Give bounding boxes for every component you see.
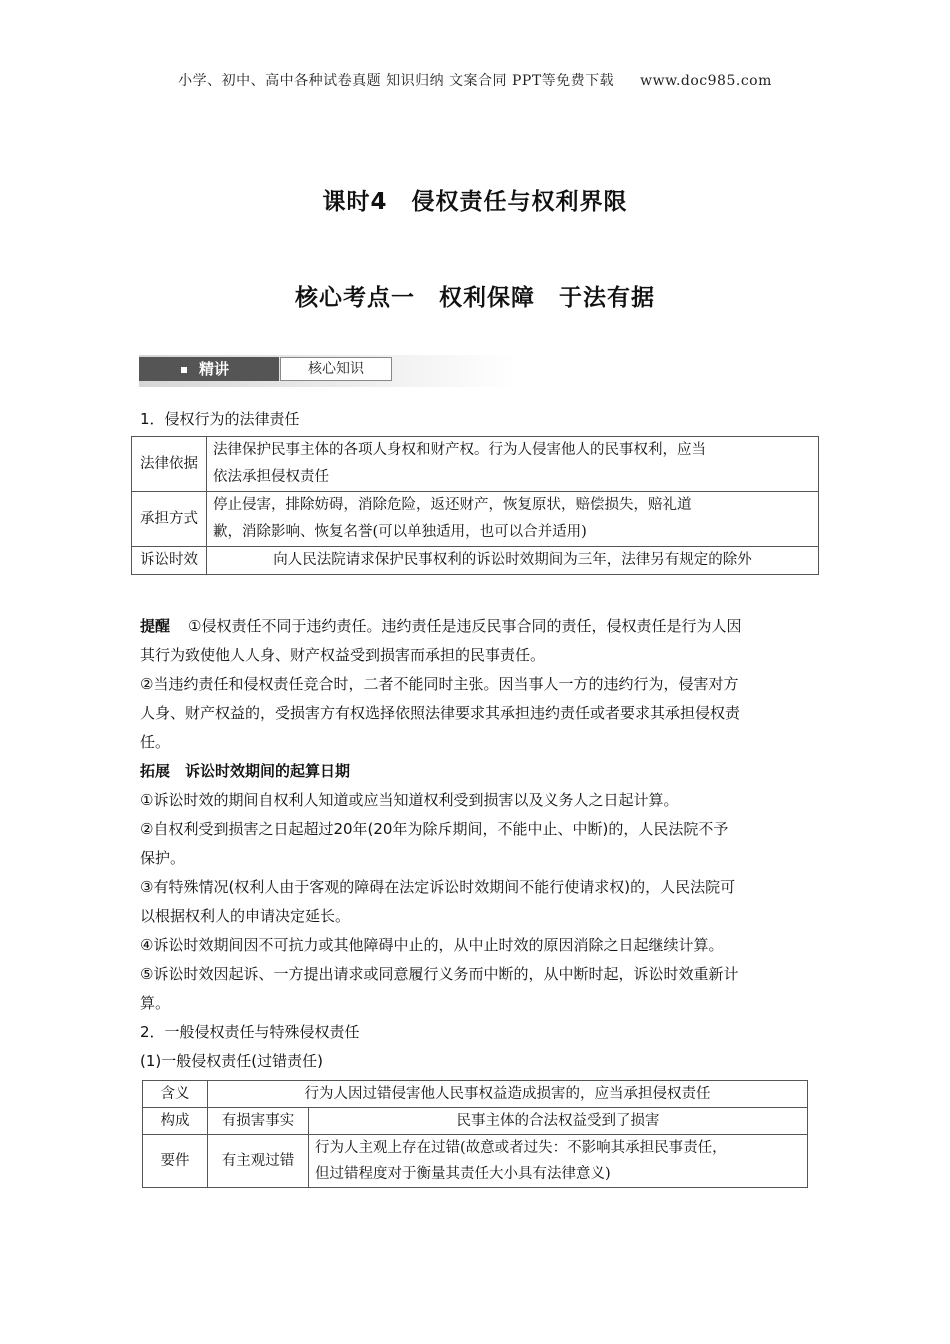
row-body bbox=[207, 547, 819, 575]
expand-line: 以根据权利人的申请决定延长。 bbox=[140, 907, 351, 925]
expand-line: ③有特殊情况(权利人由于客观的障碍在法定诉讼时效期间不能行使请求权)的，人民法院可 bbox=[140, 878, 736, 896]
expand-label: 拓展 诉讼时效期间的起算日期 bbox=[140, 762, 351, 780]
section-title: 核心考点一 权利保障 于法有据 bbox=[295, 285, 655, 311]
reminder-line: 任。 bbox=[140, 733, 171, 751]
row-head: 构成 bbox=[143, 1108, 208, 1135]
row-head: 法律依据 bbox=[132, 437, 207, 492]
reminder-label: 提醒 bbox=[140, 617, 171, 635]
table-row bbox=[143, 1108, 808, 1135]
header-text: 小学、初中、高中各种试卷真题 知识归纳 文案合同 PPT等免费下载 bbox=[178, 73, 615, 89]
reminder-block bbox=[140, 612, 820, 1076]
row-body: 民事主体的合法权益受到了损害 bbox=[309, 1108, 808, 1135]
liability-table bbox=[131, 436, 819, 575]
row-head: 诉讼时效 bbox=[132, 547, 207, 575]
expand-line: ①诉讼时效的期间自权利人知道或应当知道权利受到损害以及义务人之日起计算。 bbox=[140, 791, 679, 809]
s2-heading: 2．一般侵权责任与特殊侵权责任 bbox=[140, 1023, 360, 1041]
row-head: 承担方式 bbox=[132, 492, 207, 547]
header-url[interactable]: www.doc985.com bbox=[640, 73, 772, 89]
row-head: 要件 bbox=[143, 1135, 208, 1188]
table-row bbox=[143, 1081, 808, 1108]
s1-heading: 1．侵权行为的法律责任 bbox=[140, 410, 300, 428]
row-line: 依法承担侵权责任 bbox=[213, 469, 329, 485]
table-row bbox=[132, 547, 819, 575]
lesson-title: 课时4 侵权责任与权利界限 bbox=[322, 189, 628, 215]
square-bullet-icon bbox=[181, 367, 187, 373]
row-line: 但过错程度对于衡量其责任大小具有法律意义) bbox=[315, 1166, 611, 1182]
expand-line: 保护。 bbox=[140, 849, 186, 867]
expand-line: 算。 bbox=[140, 994, 171, 1012]
row-body bbox=[207, 437, 819, 492]
expand-line: ②自权利受到损害之日起超过20年(20年为除斥期间，不能中止、中断)的，人民法院不予 bbox=[140, 820, 729, 838]
section-banner bbox=[139, 355, 517, 387]
general-liability-table bbox=[142, 1080, 808, 1188]
table-row bbox=[132, 437, 819, 492]
row-body: 行为人因过错侵害他人民事权益造成损害的，应当承担侵权责任 bbox=[208, 1081, 808, 1108]
row-subhead: 有损害事实 bbox=[208, 1108, 309, 1135]
banner-tag-text: 精讲 bbox=[199, 360, 230, 378]
row-line: 歉，消除影响、恢复名誉(可以单独适用，也可以合并适用) bbox=[213, 524, 587, 540]
reminder-line: 人身、财产权益的，受损害方有权选择依照法律要求其承担违约责任或者要求其承担侵权责 bbox=[140, 704, 741, 722]
row-body bbox=[309, 1135, 808, 1188]
banner-label: 核心知识 bbox=[280, 357, 392, 381]
s2-subheading: (1)一般侵权责任(过错责任) bbox=[140, 1052, 323, 1070]
row-line: 行为人主观上存在过错(故意或者过失：不影响其承担民事责任， bbox=[315, 1140, 727, 1156]
table-row bbox=[132, 492, 819, 547]
row-line: 法律保护民事主体的各项人身权和财产权。行为人侵害他人的民事权利，应当 bbox=[213, 442, 706, 458]
table-row bbox=[143, 1135, 808, 1188]
expand-line: ④诉讼时效期间因不可抗力或其他障碍中止的，从中止时效的原因消除之日起继续计算。 bbox=[140, 936, 724, 954]
reminder-line: 提醒 ①侵权责任不同于违约责任。违约责任是违反民事合同的责任，侵权责任是行为人因 bbox=[140, 617, 742, 635]
row-body bbox=[207, 492, 819, 547]
row-line: 向人民法院请求保护民事权利的诉讼时效期间为三年，法律另有规定的除外 bbox=[273, 552, 752, 568]
banner-tag bbox=[139, 357, 279, 381]
reminder-line: 其行为致使他人人身、财产权益受到损害而承担的民事责任。 bbox=[140, 646, 546, 664]
row-line: 停止侵害，排除妨碍，消除危险，返还财产，恢复原状，赔偿损失，赔礼道 bbox=[213, 497, 692, 513]
page-header bbox=[0, 70, 950, 90]
row-head: 含义 bbox=[143, 1081, 208, 1108]
reminder-line: ②当违约责任和侵权责任竞合时，二者不能同时主张。因当事人一方的违约行为，侵害对方 bbox=[140, 675, 739, 693]
expand-line: ⑤诉讼时效因起诉、一方提出请求或同意履行义务而中断的，从中断时起，诉讼时效重新计 bbox=[140, 965, 739, 983]
row-subhead: 有主观过错 bbox=[208, 1135, 309, 1188]
